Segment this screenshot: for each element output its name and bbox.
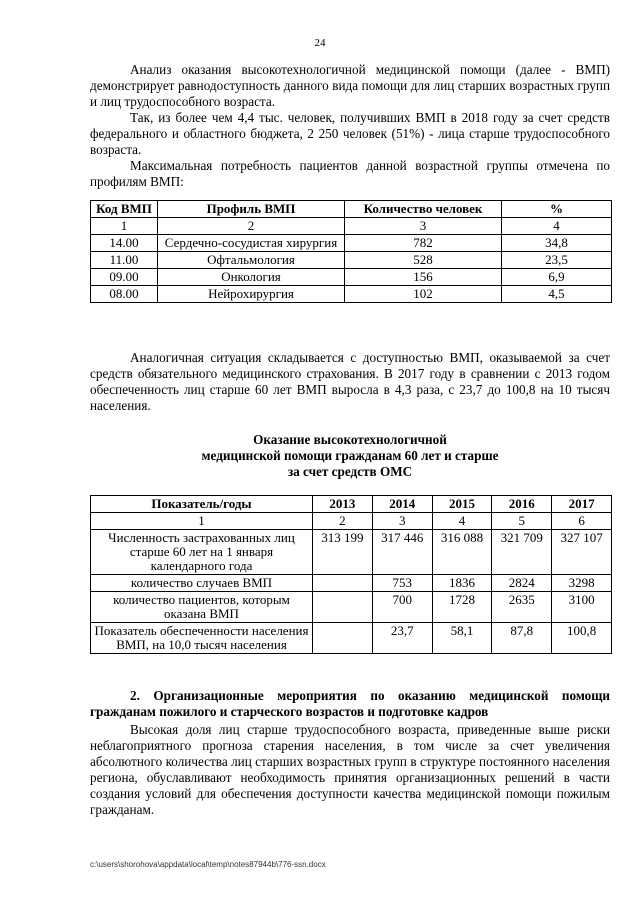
table-cell: 4,5: [502, 286, 612, 303]
table-cell: 100,8: [552, 623, 612, 654]
header-cell: Код ВМП: [91, 201, 158, 218]
table-cell: [313, 575, 373, 592]
header-cell: 2013: [313, 496, 373, 513]
table-cell: 102: [345, 286, 502, 303]
table-cell: 317 446: [372, 530, 432, 575]
table-cell: 3: [372, 513, 432, 530]
table-cell: 2635: [492, 592, 552, 623]
header-cell: 2014: [372, 496, 432, 513]
table-cell: 1: [91, 513, 313, 530]
table-cell: 14.00: [91, 235, 158, 252]
table-cell: 23,7: [372, 623, 432, 654]
table-cell: 2824: [492, 575, 552, 592]
table-cell: 4: [502, 218, 612, 235]
table-cell: 23,5: [502, 252, 612, 269]
table-row: [91, 235, 612, 252]
table-row: [91, 252, 612, 269]
table-cell: 11.00: [91, 252, 158, 269]
table-cell: 2: [313, 513, 373, 530]
table-cell: 1: [91, 218, 158, 235]
table-cell: 327 107: [552, 530, 612, 575]
middle-text: [90, 350, 610, 414]
table-cell: 321 709: [492, 530, 552, 575]
table-cell: 2: [158, 218, 345, 235]
table-cell: Показатель обеспеченности населения ВМП, на 10,0 тысяч населения: [91, 623, 313, 654]
table-cell: Численность застрахованных лиц старше 60 лет на 1 января календарного года: [91, 530, 313, 575]
heading-line: медицинской помощи гражданам 60 лет и старше: [201, 448, 499, 463]
section-title: 2. Организационные мероприятия по оказанию медицинской помощи гражданам пожилого и старческого возрастов и подготовке кадров: [90, 688, 610, 719]
table-cell: 3298: [552, 575, 612, 592]
table-cell: 1836: [432, 575, 492, 592]
header-cell: Количество человек: [345, 201, 502, 218]
table-cell: [313, 592, 373, 623]
table-row: [91, 286, 612, 303]
table-row: [91, 269, 612, 286]
table-cell: Офтальмология: [158, 252, 345, 269]
table-row: [91, 623, 612, 654]
table-cell: количество случаев ВМП: [91, 575, 313, 592]
table-cell: 313 199: [313, 530, 373, 575]
header-cell: 2015: [432, 496, 492, 513]
table-header-row: [91, 496, 612, 513]
table-numbering-row: [91, 513, 612, 530]
table-cell: 753: [372, 575, 432, 592]
paragraph: Высокая доля лиц старше трудоспособного возраста, приведенные выше риски неблагоприятного прогноза старения населения, в том числе за счет увеличения абсолютного количества лиц старших возрастных групп в структуре постоянного населения региона, обуславливают необходимость принятия организационных решений в части создания условий для обеспечения доступности качества медицинской помощи пожилым гражданам.: [90, 722, 610, 817]
header-cell: 2016: [492, 496, 552, 513]
table-cell: Сердечно-сосудистая хирургия: [158, 235, 345, 252]
page-number: 24: [314, 37, 326, 49]
heading-line: Оказание высокотехнологичной: [253, 432, 447, 447]
header-cell: 2017: [552, 496, 612, 513]
table-row: [91, 530, 612, 575]
table-cell: 6: [552, 513, 612, 530]
table-cell: 316 088: [432, 530, 492, 575]
table-cell: 5: [492, 513, 552, 530]
header-cell: Профиль ВМП: [158, 201, 345, 218]
header-cell: %: [502, 201, 612, 218]
table-header-row: [91, 201, 612, 218]
vmp-profile-table: [90, 200, 612, 303]
table-cell: [313, 623, 373, 654]
heading-line: за счет средств ОМС: [287, 464, 413, 479]
table-cell: 6,9: [502, 269, 612, 286]
table-cell: 58,1: [432, 623, 492, 654]
table-cell: 1728: [432, 592, 492, 623]
table-cell: 700: [372, 592, 432, 623]
table-row: [91, 592, 612, 623]
table-cell: 08.00: [91, 286, 158, 303]
header-cell: Показатель/годы: [91, 496, 313, 513]
table-cell: 528: [345, 252, 502, 269]
table-cell: 34,8: [502, 235, 612, 252]
table-numbering-row: [91, 218, 612, 235]
paragraph: Максимальная потребность пациентов данной возрастной группы отмечена по профилям ВМП:: [90, 158, 610, 189]
table-cell: 3: [345, 218, 502, 235]
paragraph: Так, из более чем 4,4 тыс. человек, получивших ВМП в 2018 году за счет средств федерального и областного бюджета, 2 250 человек (51%) - лица старше трудоспособного возраста.: [90, 110, 610, 157]
table-row: [91, 575, 612, 592]
paragraph: Аналогичная ситуация складывается с доступностью ВМП, оказываемой за счет средств обязательного медицинского страхования. В 2017 году в сравнении с 2013 годом обеспеченность лиц старше 60 лет ВМП выросла в 4,3 раза, с 23,7 до 100,8 на 10 тысяч населения.: [90, 350, 610, 413]
oms-vmp-table: [90, 495, 612, 654]
table-cell: 09.00: [91, 269, 158, 286]
intro-text: [90, 62, 610, 190]
table-cell: Нейрохирургия: [158, 286, 345, 303]
table-cell: 3100: [552, 592, 612, 623]
table-cell: количество пациентов, которым оказана ВМП: [91, 592, 313, 623]
table-cell: 4: [432, 513, 492, 530]
table-cell: Онкология: [158, 269, 345, 286]
table-cell: 156: [345, 269, 502, 286]
table-cell: 87,8: [492, 623, 552, 654]
table-cell: 782: [345, 235, 502, 252]
paragraph: Анализ оказания высокотехнологичной медицинской помощи (далее - ВМП) демонстрирует равнодоступность данного вида помощи для лиц старших возрастных групп и лиц трудоспособного возраста.: [90, 62, 610, 109]
bottom-text: [90, 722, 610, 818]
table-heading: [90, 432, 610, 480]
footer-file-path: c:\users\shorohova\appdata\local\temp\notes87944b\776-ssn.docx: [90, 860, 326, 869]
